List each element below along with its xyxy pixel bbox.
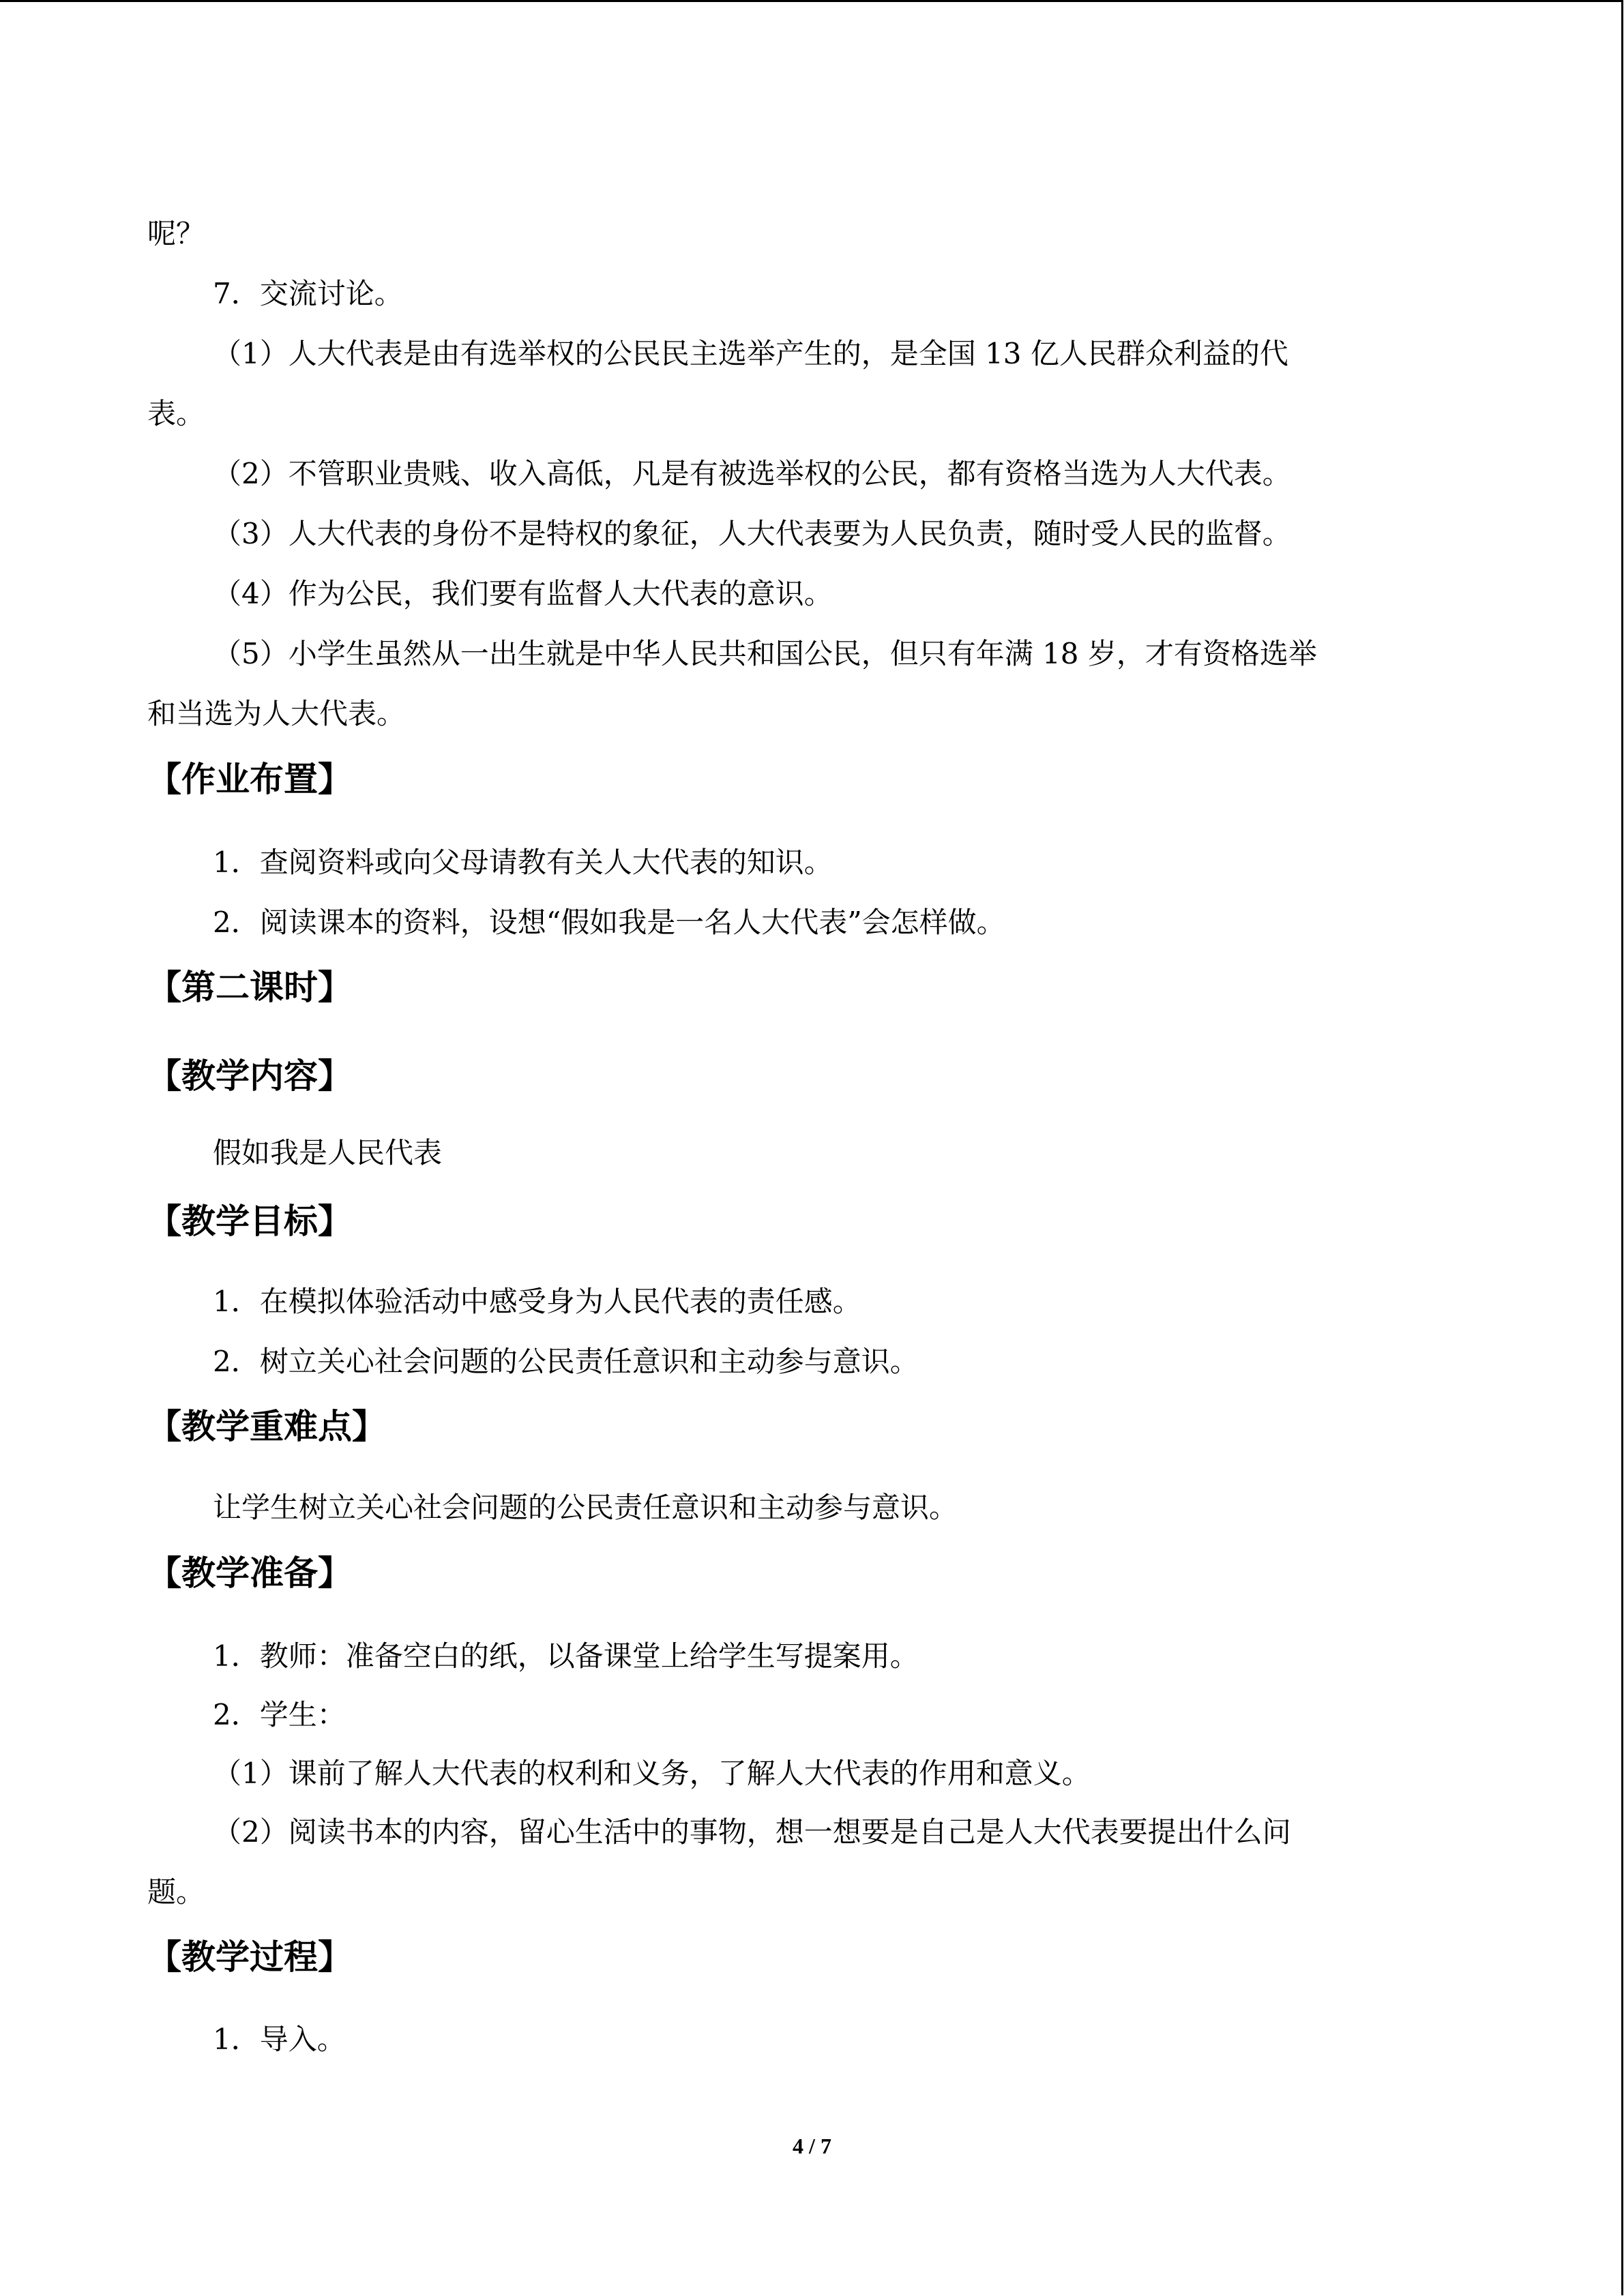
list-item: 7．交流讨论。 xyxy=(213,277,403,310)
list-item: 2．学生： xyxy=(213,1698,346,1731)
section-heading-key-points: 【教学重难点】 xyxy=(147,1407,386,1446)
text-line: 呢？ xyxy=(147,217,205,250)
text-line: 和当选为人大代表。 xyxy=(147,697,406,730)
list-item: （1）人大代表是由有选举权的公民民主选举产生的，是全国 13 亿人民群众利益的代 xyxy=(213,337,1288,370)
text-line: 让学生树立关心社会问题的公民责任意识和主动参与意识。 xyxy=(213,1491,958,1524)
list-item: （1）课前了解人大代表的权利和义务，了解人大代表的作用和意义。 xyxy=(213,1757,1091,1790)
text-line: 表。 xyxy=(147,397,205,430)
list-item: （4）作为公民，我们要有监督人大代表的意识。 xyxy=(213,577,833,610)
list-item: （5）小学生虽然从一出生就是中华人民共和国公民，但只有年满 18 岁，才有资格选举 xyxy=(213,637,1317,670)
section-heading-objectives: 【教学目标】 xyxy=(147,1202,352,1241)
list-item: 1．查阅资料或向父母请教有关人大代表的知识。 xyxy=(213,846,833,879)
list-item: 1．导入。 xyxy=(213,2023,346,2056)
section-heading-preparation: 【教学准备】 xyxy=(147,1553,352,1593)
list-item: 1．在模拟体验活动中感受身为人民代表的责任感。 xyxy=(213,1285,861,1318)
list-item: 1．教师：准备空白的纸，以备课堂上给学生写提案用。 xyxy=(213,1639,919,1673)
list-item: （2）不管职业贵贱、收入高低，凡是有被选举权的公民，都有资格当选为人大代表。 xyxy=(213,457,1291,490)
list-item: 2．阅读课本的资料，设想“假如我是一名人大代表”会怎样做。 xyxy=(213,906,1005,939)
text-line: 题。 xyxy=(147,1875,205,1909)
section-heading-second-lesson: 【第二课时】 xyxy=(147,968,352,1007)
section-heading-homework: 【作业布置】 xyxy=(147,760,352,799)
text-line: 假如我是人民代表 xyxy=(213,1136,443,1169)
section-heading-process: 【教学过程】 xyxy=(147,1937,352,1977)
list-item: （3）人大代表的身份不是特权的象征，人大代表要为人民负责，随时受人民的监督。 xyxy=(213,517,1291,550)
page-number: 4 / 7 xyxy=(793,2134,831,2158)
section-heading-content: 【教学内容】 xyxy=(147,1056,352,1096)
list-item: 2．树立关心社会问题的公民责任意识和主动参与意识。 xyxy=(213,1345,919,1378)
list-item: （2）阅读书本的内容，留心生活中的事物，想一想要是自己是人大代表要提出什么问 xyxy=(213,1815,1291,1849)
